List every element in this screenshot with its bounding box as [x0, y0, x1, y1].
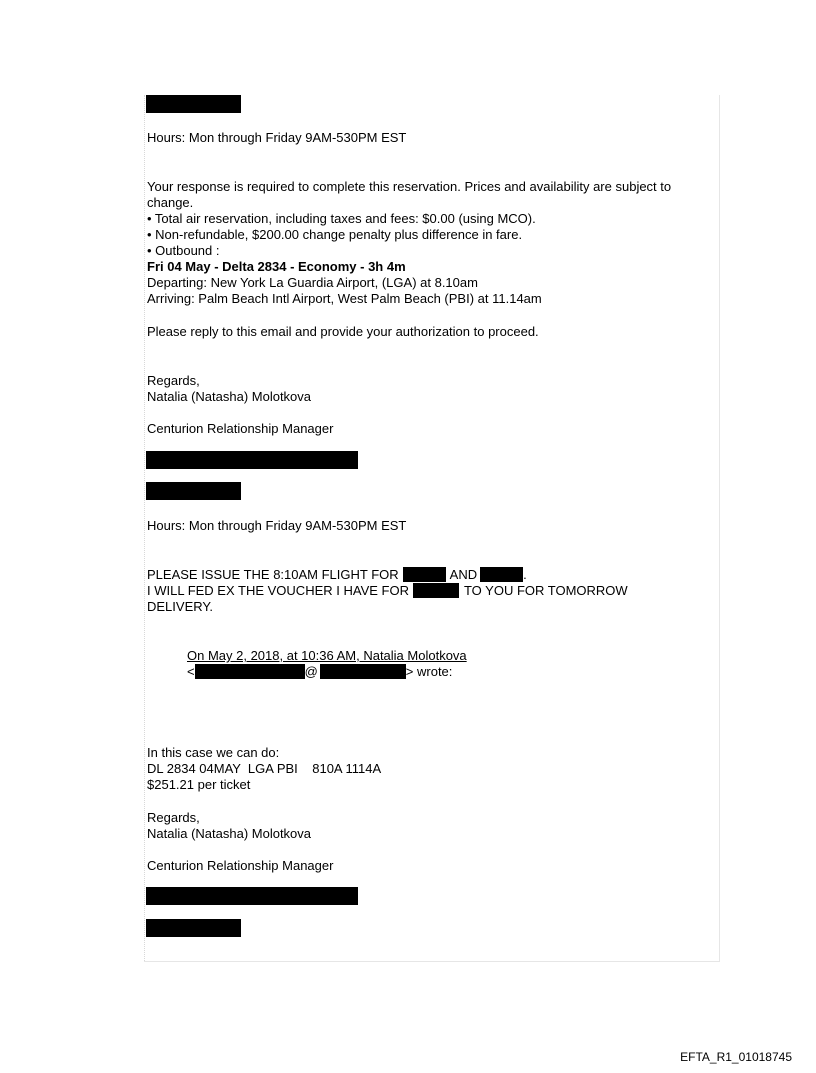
closing: Regards, [147, 373, 200, 388]
flight-heading: Fri 04 May - Delta 2834 - Economy - 3h 4m [147, 259, 406, 274]
issue-flight-line [147, 567, 527, 582]
and-text: AND [449, 567, 478, 582]
redaction-block [146, 95, 241, 113]
flight-code: DL 2834 04MAY LGA PBI 810A 1114A [147, 761, 382, 776]
redaction-block [146, 451, 358, 469]
issue-flight-text: PLEASE ISSUE THE 8:10AM FLIGHT FOR [147, 567, 399, 582]
redaction-inline [320, 664, 406, 679]
redaction-inline [195, 664, 305, 679]
offer-intro: In this case we can do: [147, 745, 280, 760]
redaction-block [146, 887, 358, 905]
redaction-inline [403, 567, 446, 582]
intro-line: change. [147, 195, 194, 210]
bullet-outbound: • Outbound : [147, 243, 220, 258]
quote-header-email [187, 664, 452, 679]
redaction-block [146, 482, 241, 500]
departing-text: Departing: New York La Guardia Airport, (LGA) at 8.10am [147, 275, 478, 290]
at-sign: @ [304, 664, 318, 679]
reply-request: Please reply to this email and provide your authorization to proceed. [147, 324, 539, 339]
arriving-text: Arriving: Palm Beach Intl Airport, West Palm Beach (PBI) at 11.14am [147, 291, 542, 306]
quote-header-line: On May 2, 2018, at 10:36 AM, Natalia Molotkova [187, 648, 467, 663]
period-text: . [523, 567, 527, 582]
bullet-refund: • Non-refundable, $200.00 change penalty plus difference in fare. [147, 227, 523, 242]
wrote-text: > wrote: [405, 664, 453, 679]
hours-text: Hours: Mon through Friday 9AM-530PM EST [147, 130, 407, 145]
redaction-block [146, 919, 241, 937]
intro-line: Your response is required to complete this reservation. Prices and availability are subject to [147, 179, 672, 194]
email-frame-left-edge [144, 95, 146, 961]
document-id: EFTA_R1_01018745 [680, 1050, 792, 1064]
fedex-text-end: TO YOU FOR TOMORROW [463, 583, 628, 598]
sender-name: Natalia (Natasha) Molotkova [147, 389, 312, 404]
fedex-line [147, 583, 628, 598]
fedex-text: I WILL FED EX THE VOUCHER I HAVE FOR [147, 583, 409, 598]
bullet-total: • Total air reservation, including taxes and fees: $0.00 (using MCO). [147, 211, 536, 226]
ticket-price: $251.21 per ticket [147, 777, 251, 792]
sender-title: Centurion Relationship Manager [147, 858, 334, 873]
redaction-inline [413, 583, 459, 598]
closing: Regards, [147, 810, 200, 825]
redaction-inline [480, 567, 523, 582]
delivery-text: DELIVERY. [147, 599, 214, 614]
sender-name: Natalia (Natasha) Molotkova [147, 826, 312, 841]
sender-title: Centurion Relationship Manager [147, 421, 334, 436]
hours-text: Hours: Mon through Friday 9AM-530PM EST [147, 518, 407, 533]
bracket-open: < [187, 664, 195, 679]
